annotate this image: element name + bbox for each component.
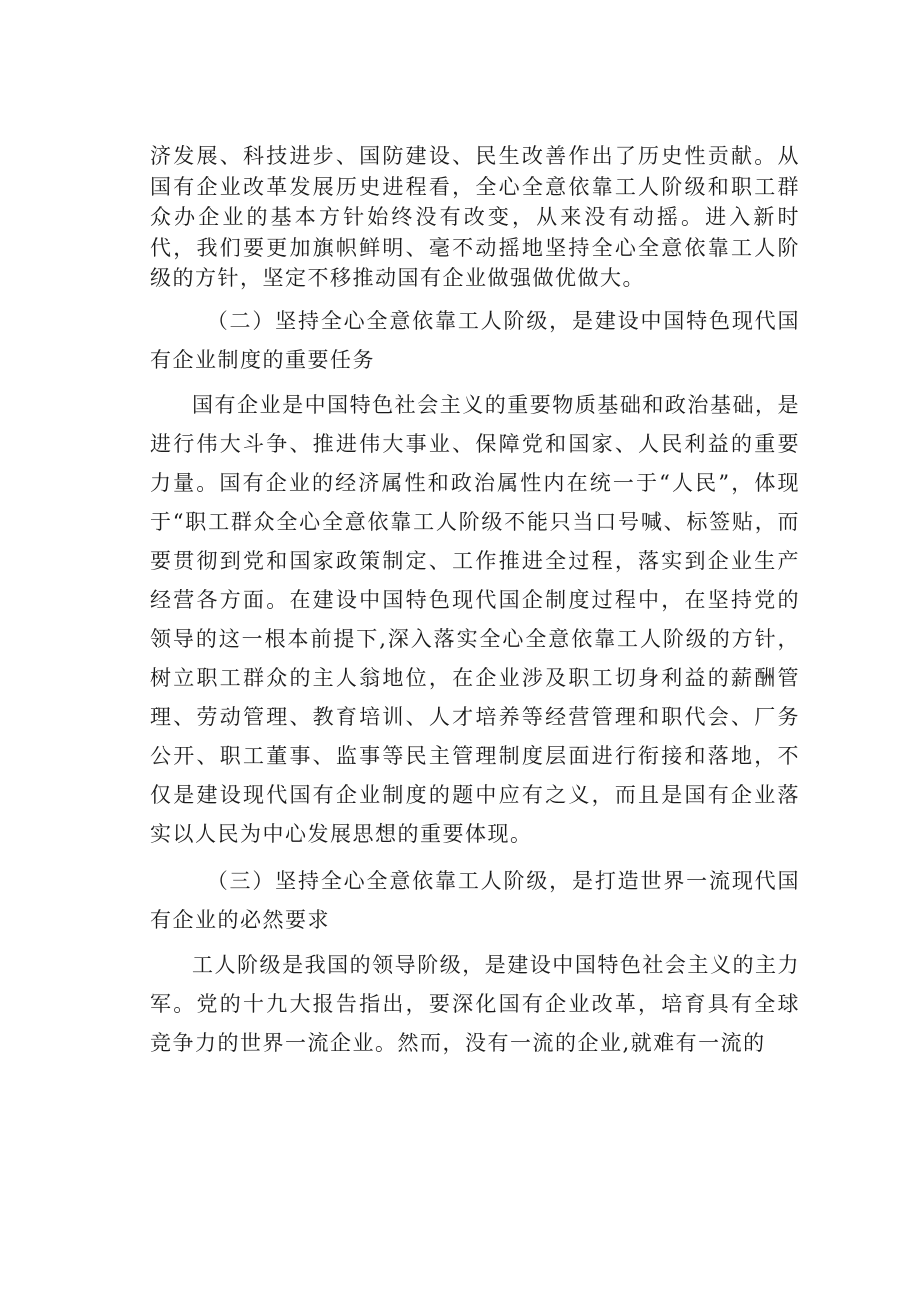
section-heading-3: （三）坚持全心全意依靠工人阶级，是打造世界一流现代国有企业的必然要求	[150, 868, 800, 932]
paragraph-working-class: 工人阶级是我国的领导阶级，是建设中国特色社会主义的主力军。党的十九大报告指出，要深化国有企业改革，培育具有全球竞争力的世界一流企业。然而，没有一流的企业,就难有一流的	[150, 952, 800, 1055]
document-body	[150, 141, 800, 1063]
paragraph-economic-contribution: 济发展、科技进步、国防建设、民生改善作出了历史性贡献。从国有企业改革发展历史进程看，全心全意依靠工人阶级和职工群众办企业的基本方针始终没有改变，从来没有动摇。进入新时代，我们要更加旗帜鲜明、毫不动摇地坚持全心全意依靠工人阶级的方针，坚定不移推动国有企业做强做优做大。	[150, 144, 800, 290]
paragraph-soe-system: 国有企业是中国特色社会主义的重要物质基础和政治基础，是进行伟大斗争、推进伟大事业、保障党和国家、人民利益的重要力量。国有企业的经济属性和政治属性内在统一于“人民”，体现于“职工群众全心全意依靠工人阶级不能只当口号喊、标签贴，而要贯彻到党和国家政策制定、工作推进全过程，落实到企业生产经营各方面。在建设中国特色现代国企制度过程中，在坚持党的领导的这一根本前提下,深入落实全心全意依靠工人阶级的方针，树立职工群众的主人翁地位，在企业涉及职工切身利益的薪酬管理、劳动管理、教育培训、人才培养等经营管理和职代会、厂务公开、职工董事、监事等民主管理制度层面进行衔接和落地，不仅是建设现代国有企业制度的题中应有之义，而且是国有企业落实以人民为中心发展思想的重要体现。	[150, 392, 800, 846]
section-heading-2: （二）坚持全心全意依靠工人阶级，是建设中国特色现代国有企业制度的重要任务	[150, 308, 800, 372]
